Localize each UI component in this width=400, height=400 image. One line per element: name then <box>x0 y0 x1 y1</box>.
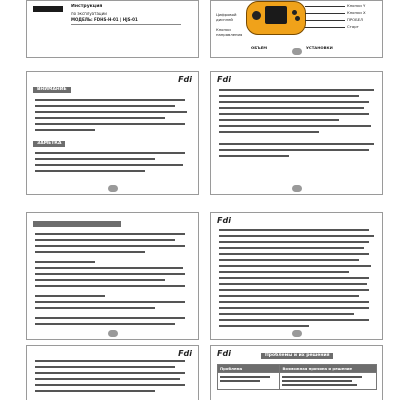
section-header: ВНИМАНИЕ <box>33 87 71 93</box>
manual-page-instructions <box>210 71 383 195</box>
manual-page-cover <box>26 0 199 58</box>
text-line <box>219 313 354 315</box>
manual-page-menu <box>210 212 383 340</box>
text-line <box>219 259 359 261</box>
callout-label: ПРОБЕЛ <box>347 17 363 22</box>
text-line <box>35 378 180 380</box>
manual-page-warnings <box>26 71 199 195</box>
table-cell <box>280 373 377 390</box>
dpad-icon <box>252 11 261 20</box>
text-line <box>35 111 187 113</box>
text-line <box>35 129 95 131</box>
text-line <box>219 271 349 273</box>
text-line <box>35 245 185 247</box>
text-line <box>35 123 185 125</box>
text-line <box>219 235 374 237</box>
caution-header: ЗАМЕТКА <box>33 141 65 147</box>
text-line <box>219 289 369 291</box>
text-line <box>219 113 369 115</box>
callout-label-left: Кнопки направления <box>216 27 243 37</box>
text-line <box>35 117 165 119</box>
console-screen <box>265 6 287 24</box>
caption-settings: УСТАНОВКИ <box>306 45 333 50</box>
manual-title: Инструкция <box>71 4 103 9</box>
text-line <box>219 229 369 231</box>
page-number <box>292 48 302 55</box>
text-line <box>219 89 374 91</box>
text-line <box>35 285 185 287</box>
text-line <box>219 307 369 309</box>
decor-bar <box>33 6 63 12</box>
text-line <box>219 295 359 297</box>
caption-volume: ОБЪЕМ <box>251 45 268 50</box>
model-line: МОДЕЛЬ: FDHS-H-01 | HJS-01 <box>71 17 138 22</box>
text-line <box>219 143 374 145</box>
text-line <box>35 390 155 392</box>
text-line <box>35 105 175 107</box>
text-line <box>219 125 371 127</box>
text-line <box>35 267 183 269</box>
game-console-illustration <box>246 1 306 35</box>
text-line <box>35 99 185 101</box>
button-a-icon <box>292 10 297 15</box>
manual-page-device <box>210 0 383 58</box>
manual-subtitle: по эксплуатации <box>71 11 107 16</box>
text-line <box>219 253 369 255</box>
table-cell <box>218 373 280 390</box>
text-line <box>35 323 175 325</box>
text-line <box>35 152 185 154</box>
callout-line <box>305 6 345 7</box>
text-line <box>35 158 155 160</box>
callout-label: Кнопки X <box>347 10 366 15</box>
text-line <box>35 251 145 253</box>
text-line <box>219 283 367 285</box>
text-line <box>35 295 105 297</box>
brand-logo: Fdi <box>217 216 231 225</box>
text-line <box>219 265 371 267</box>
manual-page-troubleshooting <box>210 345 383 400</box>
callout-label: Старт <box>347 24 359 29</box>
text-line <box>35 239 175 241</box>
text-line <box>219 319 369 321</box>
section-header: Проблемы и их решения <box>261 353 333 359</box>
manual-page-functions <box>26 212 199 340</box>
page-number <box>292 330 302 337</box>
text-line <box>35 164 183 166</box>
table-header-cell: Возможная причина и решение <box>280 365 377 373</box>
text-line <box>219 119 339 121</box>
text-line <box>219 325 309 327</box>
callout-line <box>305 27 345 28</box>
text-line <box>35 317 185 319</box>
manual-page-notes <box>26 345 199 400</box>
text-line <box>219 247 364 249</box>
divider <box>71 24 181 25</box>
section-header-bar <box>33 221 121 227</box>
page-number <box>108 330 118 337</box>
troubleshooting-table <box>217 364 377 390</box>
text-line <box>219 277 369 279</box>
text-line <box>35 307 155 309</box>
text-line <box>35 384 185 386</box>
brand-logo: Fdi <box>217 349 231 358</box>
text-line <box>35 233 185 235</box>
text-line <box>219 155 289 157</box>
callout-label: Кнопки Y <box>347 3 366 8</box>
text-line <box>219 301 369 303</box>
text-line <box>35 372 185 374</box>
text-line <box>219 131 319 133</box>
callout-line <box>305 13 345 14</box>
text-line <box>35 301 185 303</box>
brand-logo: Fdi <box>217 75 231 84</box>
table-header-cell: Проблема <box>218 365 280 373</box>
text-line <box>219 149 369 151</box>
text-line <box>219 107 364 109</box>
callout-line <box>305 20 345 21</box>
page-number <box>292 185 302 192</box>
text-line <box>35 279 165 281</box>
text-line <box>35 273 185 275</box>
text-line <box>35 366 175 368</box>
page-number <box>108 185 118 192</box>
text-line <box>35 261 95 263</box>
text-line <box>219 101 369 103</box>
brand-logo: Fdi <box>178 75 192 84</box>
button-b-icon <box>295 16 300 21</box>
text-line <box>35 360 185 362</box>
text-line <box>35 170 145 172</box>
callout-label-left: Цифровой дисплей <box>216 12 237 22</box>
brand-logo: Fdi <box>178 349 192 358</box>
text-line <box>219 95 359 97</box>
text-line <box>219 241 369 243</box>
